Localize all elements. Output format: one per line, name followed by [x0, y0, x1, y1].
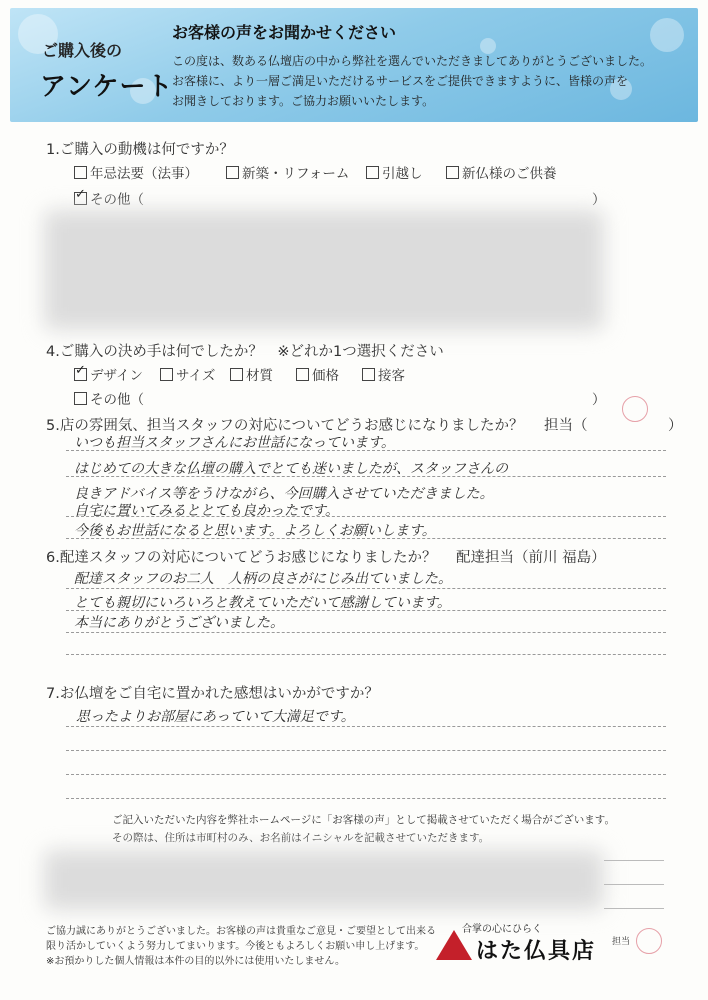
checkbox[interactable]: [296, 368, 309, 381]
answer-line: [66, 450, 666, 451]
answer-line: [66, 654, 666, 655]
notice-line-1: ご記入いただいた内容を弊社ホームページに「お客様の声」として掲載させていただく場合がございます。: [112, 814, 615, 826]
header-title: お客様の声をお聞かせください: [172, 23, 397, 42]
answer-line: [66, 516, 666, 517]
checkbox-checked[interactable]: [74, 368, 87, 381]
staff-stamp: [622, 396, 648, 422]
q5-staff-label: 担当（: [544, 418, 588, 434]
checkbox[interactable]: [74, 166, 87, 179]
q4-option-5[interactable]: 接客: [362, 364, 405, 384]
answer-line: [66, 632, 666, 633]
header-line-1: この度は、数ある仏壇店の中から弊社を選んでいただきましてありがとうございました。: [172, 54, 653, 68]
answer-line: [66, 476, 666, 477]
question-7: 7.お仏壇をご自宅に置かれた感想はいかがですか？: [46, 686, 379, 702]
question-6: 6.配達スタッフの対応についてどうお感じになりましたか？: [46, 550, 437, 566]
answer-line: [66, 750, 666, 751]
q1-option-4[interactable]: 新仏様のご供養: [446, 162, 557, 182]
q6-answer-3: 本当にありがとうございました。: [74, 615, 284, 631]
footer-line-2: 限り活かしていくよう努力してまいります。今後ともよろしくお願い申し上げます。: [46, 941, 425, 952]
q5-answer-1: いつも担当スタッフさんにお世話になっています。: [74, 435, 395, 451]
q6-answer-2: とても親切にいろいろと教えていただいて感謝しています。: [74, 595, 451, 611]
q5-answer-2: はじめての大きな仏壇の購入でとても迷いましたが、スタッフさんの: [74, 461, 508, 477]
footer-line-1: ご協力誠にありがとうございました。お客様の声は貴重なご意見・ご要望として出来る: [46, 926, 436, 937]
q4-close-paren: ）: [592, 392, 606, 408]
checkbox[interactable]: [230, 368, 243, 381]
checkbox[interactable]: [366, 166, 379, 179]
q4-option-other[interactable]: その他（: [74, 388, 144, 408]
tanto-stamp: [636, 928, 662, 954]
divider: [604, 884, 664, 885]
notice-line-2: その際は、住所は市町村のみ、お名前はイニシャルを記載させていただきます。: [112, 832, 490, 844]
q1-option-other[interactable]: ✓その他（: [74, 188, 144, 208]
redacted-customer-info: [44, 850, 604, 910]
q5-answer-4: 自宅に置いてみるととても良かったです。: [74, 503, 339, 519]
q6-answer-1: 配達スタッフのお二人 人柄の良さがにじみ出ていました。: [74, 571, 452, 587]
divider: [604, 908, 664, 909]
answer-line: [66, 726, 666, 727]
q1-option-1[interactable]: 年忌法要（法事）: [74, 162, 198, 182]
checkbox[interactable]: [226, 166, 239, 179]
answer-line: [66, 610, 666, 611]
q5-close-paren: ）: [668, 418, 683, 434]
logo-tagline: 合掌の心にひらく: [462, 924, 542, 935]
question-4: 4.ご購入の決め手は何でしたか？ ※どれか1つ選択ください: [46, 344, 444, 360]
question-1: 1.ご購入の動機は何ですか？: [46, 142, 234, 158]
checkbox[interactable]: [446, 166, 459, 179]
header-line-2: お客様に、より一層ご満足いただけるサービスをご提供できますように、皆様の声を: [172, 74, 629, 88]
logo-name: はた仏具店: [476, 938, 597, 964]
checkbox[interactable]: [362, 368, 375, 381]
header-small-title: ご購入後の: [42, 41, 123, 60]
answer-line: [66, 588, 666, 589]
q5-answer-3: 良きアドバイス等をうけながら、今回購入させていただきました。: [74, 486, 494, 502]
header-line-3: お聞きしております。ご協力お願いいたします。: [172, 94, 435, 108]
q5-answer-5: 今後もお世話になると思います。よろしくお願いします。: [74, 523, 436, 539]
checkbox-checked[interactable]: [74, 192, 87, 205]
answer-line: [66, 538, 666, 539]
q6-staff-label: 配達担当（前川 福島）: [456, 550, 606, 566]
q4-option-1[interactable]: ✓デザイン: [74, 364, 143, 384]
q1-option-3[interactable]: 引越し: [366, 162, 423, 182]
footer-line-3: ※お預かりした個人情報は本件の目的以外には使用いたしません。: [46, 956, 345, 967]
q7-answer-1: 思ったよりお部屋にあっていて大満足です。: [76, 709, 355, 725]
q4-option-4[interactable]: 価格: [296, 364, 339, 384]
tanto-label: 担当: [612, 937, 631, 947]
checkbox[interactable]: [160, 368, 173, 381]
q1-close-paren: ）: [592, 192, 606, 208]
q4-option-3[interactable]: 材質: [230, 364, 273, 384]
q4-option-2[interactable]: サイズ: [160, 364, 215, 384]
header-big-title: アンケート: [40, 72, 174, 102]
q1-option-2[interactable]: 新築・リフォーム: [226, 162, 349, 182]
answer-line: [66, 798, 666, 799]
divider: [604, 860, 664, 861]
question-5: 5.店の雰囲気、担当スタッフの対応についてどうお感じになりましたか？: [46, 418, 524, 434]
checkbox[interactable]: [74, 392, 87, 405]
answer-line: [66, 774, 666, 775]
redacted-area: [44, 210, 604, 330]
